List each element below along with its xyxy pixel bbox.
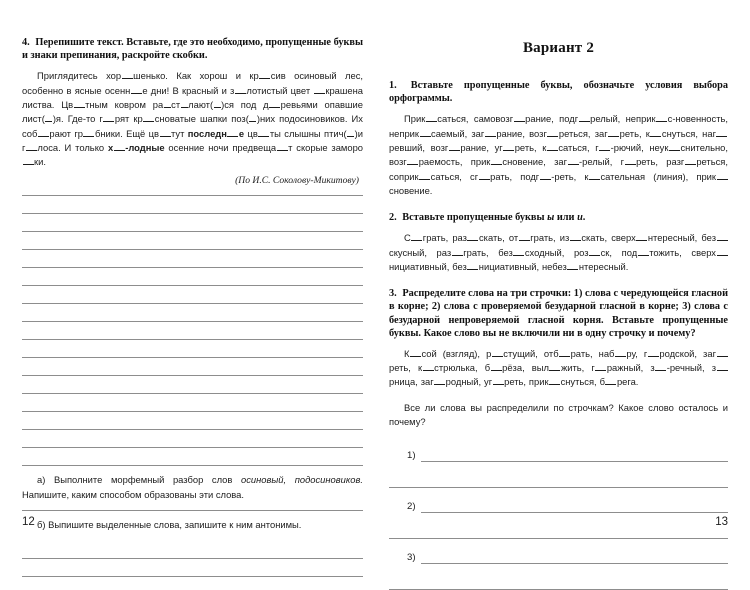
- blank[interactable]: [131, 86, 142, 94]
- blank[interactable]: [122, 72, 133, 80]
- right-page: [375, 0, 750, 563]
- blank[interactable]: [314, 86, 325, 94]
- blank[interactable]: [568, 157, 579, 165]
- writing-lines-area[interactable]: [22, 195, 363, 466]
- blank[interactable]: [559, 349, 570, 357]
- writing-line[interactable]: [22, 322, 363, 340]
- task-1-instruction: Вставьте пропущенные буквы, обозначьте условия выбора орфограммы.: [389, 80, 728, 105]
- writing-line[interactable]: [22, 394, 363, 412]
- blank[interactable]: [549, 378, 560, 386]
- blank[interactable]: [347, 129, 354, 137]
- writing-line[interactable]: [22, 268, 363, 286]
- blank[interactable]: [540, 172, 551, 180]
- task-3-instruction: Распределите слова на три строчки: 1) слова с чередующейся гласной в корне; 2) слова с проверяемой безударной гласной в корне; 3) слова с безударной непроверяемой гласной корня. Вставьте пропущенные буквы. Какое слово вы не включили ни в одну строчку и почему?: [389, 288, 728, 339]
- letter-i: и: [577, 212, 583, 224]
- blank[interactable]: [114, 143, 125, 151]
- page-number-left: 12: [22, 516, 35, 528]
- answer-line-2[interactable]: [421, 512, 728, 513]
- blank[interactable]: [249, 114, 256, 122]
- subtask-b-rule-2[interactable]: [22, 576, 363, 577]
- blank[interactable]: [411, 234, 422, 242]
- task-3-answer-block: [389, 437, 728, 590]
- blank[interactable]: [716, 129, 727, 137]
- answer-row-2[interactable]: [389, 488, 728, 513]
- blank[interactable]: [269, 100, 280, 108]
- writing-line[interactable]: [22, 250, 363, 268]
- blank[interactable]: [74, 100, 85, 108]
- blank[interactable]: [503, 143, 514, 151]
- blank[interactable]: [38, 129, 49, 137]
- task-3-heading: [389, 287, 728, 340]
- task-4-passage: Приглядитесь хор шенько. Как хорош и кр сив осиновый лес, особенно в ясные осенн е дни! В красный и з лотистый цвет крашена листва. Цв тным ковром ра ст лают( )ся под д ревьями опавшие лист( )я. Где-то г рят кр сноватые шапки поз( )них подосиновиков. Их соб рают гр бники. Ещё цв тут последн е цв ты слышны птич( )и г лоса. И только х -лодные осенние ночи предвеща т скорые замороки.: [22, 70, 364, 168]
- subtask-b: [22, 511, 363, 558]
- blank[interactable]: [235, 86, 246, 94]
- task-1-heading: [389, 79, 728, 105]
- subtask-a-italic-words: осиновый, подосиновиков.: [240, 474, 363, 486]
- answer-line-3[interactable]: [421, 563, 728, 564]
- blank[interactable]: [547, 143, 558, 151]
- answer-line-2b[interactable]: [389, 513, 728, 539]
- blank[interactable]: [419, 172, 430, 180]
- writing-line[interactable]: [22, 358, 363, 376]
- subtask-b-text: Выпишите выделенные слова, запишите к ним антонимы.: [48, 518, 302, 530]
- blank[interactable]: [449, 143, 460, 151]
- answer-number-2: 2): [407, 500, 416, 512]
- blank[interactable]: [567, 262, 578, 270]
- blank[interactable]: [589, 172, 600, 180]
- blank[interactable]: [717, 172, 728, 180]
- blank[interactable]: [452, 248, 463, 256]
- writing-line[interactable]: [22, 286, 363, 304]
- answer-row-1[interactable]: [389, 437, 728, 462]
- blank[interactable]: [426, 115, 437, 123]
- writing-line[interactable]: [22, 304, 363, 322]
- task-2-number: 2.: [389, 212, 397, 224]
- letter-y: ы: [547, 212, 555, 224]
- blank[interactable]: [608, 129, 619, 137]
- blank[interactable]: [648, 349, 659, 357]
- answer-number-3: 3): [407, 551, 416, 563]
- blank[interactable]: [615, 349, 626, 357]
- blank[interactable]: [214, 100, 221, 108]
- task-2-words: С грать, раз скать, от грать, из скать, сверх нтересный, безскусный, раз грать, без сходный, роз ск, под тожить, сверхнициативный, без нициативный, небез нтересный.: [389, 231, 728, 274]
- blank[interactable]: [23, 157, 34, 165]
- blank[interactable]: [83, 129, 94, 137]
- blank[interactable]: [491, 157, 502, 165]
- blank[interactable]: [491, 363, 502, 371]
- blank[interactable]: [570, 234, 581, 242]
- answer-line-1b[interactable]: [389, 462, 728, 488]
- blank[interactable]: [717, 363, 728, 371]
- blank[interactable]: [258, 129, 269, 137]
- blank[interactable]: [227, 129, 238, 137]
- passage-attribution: (По И.С. Соколову-Микитову): [235, 175, 359, 187]
- blank[interactable]: [259, 72, 270, 80]
- blank[interactable]: [547, 129, 558, 137]
- blank[interactable]: [717, 234, 728, 242]
- blank[interactable]: [277, 143, 288, 151]
- blank[interactable]: [595, 363, 606, 371]
- blank[interactable]: [589, 248, 600, 256]
- task-1-words: Прик саться, самовозг рание, подг релый, неприк с-новенность, неприк саемый, заг рание, возг реться, заг реть, к снуться, нагревший, возг рание, уг реть, к саться, г -рючий, неук снительно, возг раемость, прик сновение, заг -релый, г реть, разг реться, соприк саться, сг рать, подг -реть, к сательная (линия), приксновение.: [389, 113, 728, 196]
- writing-line[interactable]: [22, 340, 363, 358]
- writing-line[interactable]: [22, 412, 363, 430]
- blank[interactable]: [485, 129, 496, 137]
- variant-title: Вариант 2: [522, 40, 595, 56]
- blank[interactable]: [599, 143, 610, 151]
- blank[interactable]: [579, 115, 590, 123]
- blank[interactable]: [103, 114, 114, 122]
- blank[interactable]: [26, 143, 37, 151]
- blank[interactable]: [143, 114, 154, 122]
- blank[interactable]: [669, 143, 680, 151]
- subtask-b-label: б): [37, 518, 46, 530]
- task-1-number: 1.: [389, 80, 397, 91]
- answer-row-3[interactable]: [389, 539, 728, 564]
- writing-line[interactable]: [22, 195, 363, 214]
- bold-word-holodnye: х -лодные: [107, 141, 165, 153]
- blank[interactable]: [467, 234, 478, 242]
- answer-number-1: 1): [407, 449, 416, 461]
- answer-line-3b[interactable]: [389, 564, 728, 590]
- blank[interactable]: [519, 234, 530, 242]
- blank[interactable]: [164, 100, 171, 108]
- blank[interactable]: [492, 349, 503, 357]
- blank[interactable]: [549, 363, 560, 371]
- task-4-heading: [22, 36, 363, 62]
- task-4-instruction: Перепишите текст. Вставьте, где это необходимо, пропущенные буквы и знаки препинания, раскройте скобки.: [22, 37, 364, 62]
- blank[interactable]: [638, 248, 649, 256]
- writing-line[interactable]: [22, 232, 363, 250]
- writing-line[interactable]: [22, 430, 363, 448]
- blank[interactable]: [181, 100, 188, 108]
- blank[interactable]: [636, 234, 647, 242]
- blank[interactable]: [513, 248, 524, 256]
- writing-line[interactable]: [22, 376, 363, 394]
- blank[interactable]: [420, 129, 431, 137]
- writing-line[interactable]: [22, 448, 363, 466]
- blank[interactable]: [655, 363, 666, 371]
- task-3-words: К сой (взгляд), р стущий, отб рать, наб ру, г родской, загреть, к стрюлька, б рёза, выл жить, г ражный, з -речный, зрница, заг родный, уг реть, прик снуться, б рега.: [389, 347, 728, 390]
- task-2-heading: 2. Вставьте пропущенные буквы ы или и.: [389, 212, 586, 224]
- blank[interactable]: [605, 378, 616, 386]
- left-page: [0, 0, 375, 540]
- subtask-a: а) Выполните морфемный разбор слов осиновый, подосиновиков. Напишите, каким способом образованы эти слова.: [22, 474, 363, 500]
- blank[interactable]: [479, 172, 490, 180]
- blank[interactable]: [434, 378, 445, 386]
- blank[interactable]: [410, 349, 421, 357]
- page-number-right: 13: [715, 516, 728, 528]
- blank[interactable]: [423, 363, 434, 371]
- answer-line-1[interactable]: [421, 461, 728, 462]
- task-4-number: 4.: [22, 37, 30, 48]
- task-3-followup: Все ли слова вы распределили по строчкам? Какое слово осталось и почему?: [389, 401, 728, 428]
- blank[interactable]: [717, 248, 728, 256]
- blank[interactable]: [717, 349, 728, 357]
- task-3-number: 3.: [389, 288, 397, 300]
- blank[interactable]: [160, 129, 171, 137]
- blank[interactable]: [407, 157, 418, 165]
- blank[interactable]: [650, 129, 661, 137]
- subtask-a-label: а): [37, 474, 46, 486]
- blank[interactable]: [493, 378, 504, 386]
- blank[interactable]: [656, 115, 667, 123]
- blank[interactable]: [45, 114, 52, 122]
- writing-line[interactable]: [22, 214, 363, 232]
- blank[interactable]: [685, 157, 696, 165]
- blank[interactable]: [467, 262, 478, 270]
- bold-word-posledniye: последн е: [187, 127, 245, 139]
- blank[interactable]: [514, 115, 525, 123]
- blank[interactable]: [625, 157, 636, 165]
